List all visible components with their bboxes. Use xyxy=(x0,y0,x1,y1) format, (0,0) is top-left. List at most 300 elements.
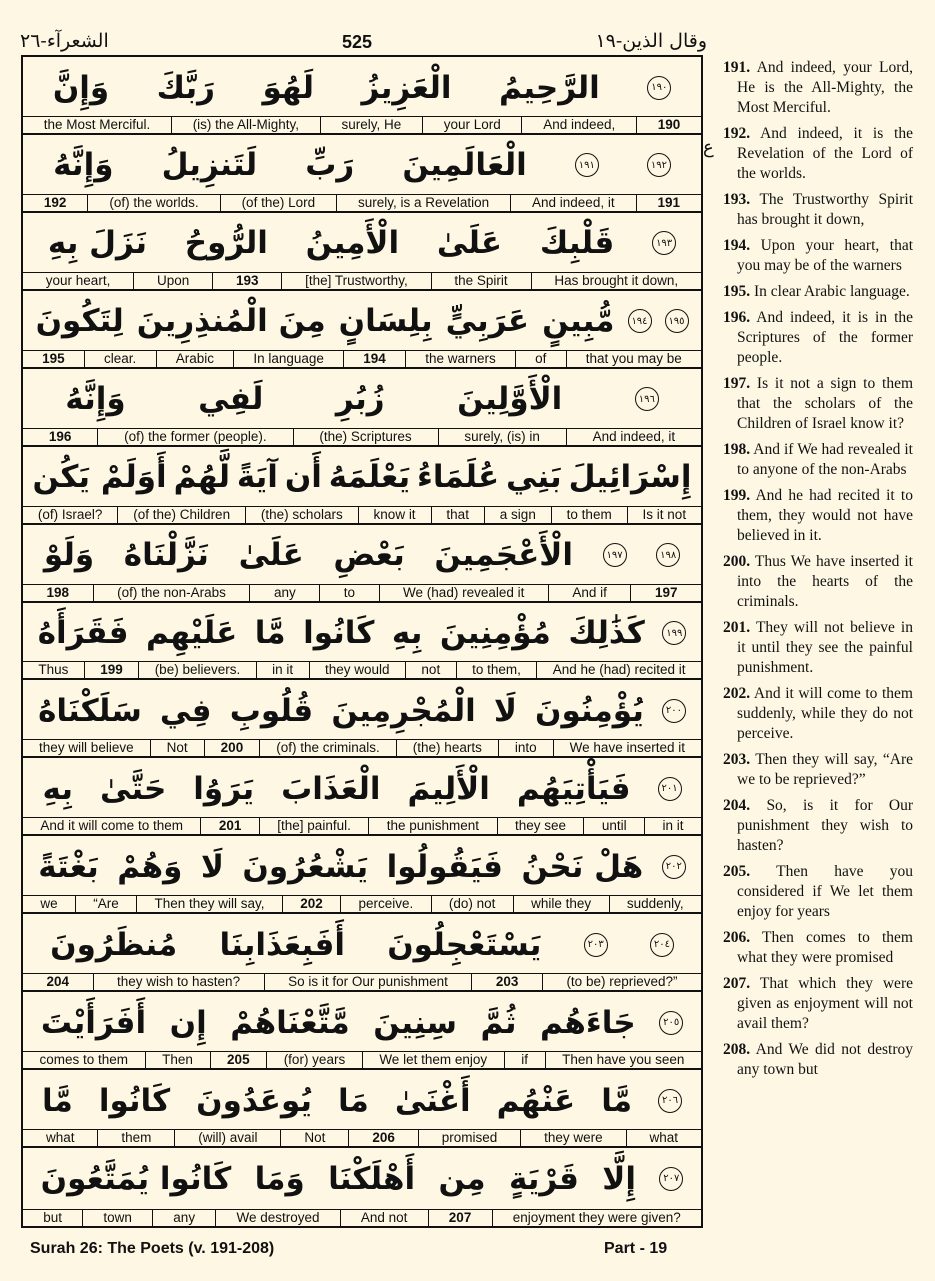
gloss-cell: (of) the criminals. xyxy=(259,740,396,756)
gloss-cell: clear. xyxy=(84,351,156,367)
gloss-cell: not xyxy=(405,662,456,678)
arabic-text-line xyxy=(23,680,701,741)
gloss-cell: the Most Merciful. xyxy=(43,116,151,132)
gloss-cell: Arabic xyxy=(156,351,234,367)
gloss-cell: your Lord xyxy=(422,117,522,133)
verse-row xyxy=(23,914,701,992)
verse-end-marker: ١٩٣ xyxy=(652,231,676,255)
arabic-word: مِنَ الْمُنذِرِينَ xyxy=(136,303,326,340)
verse-translation: And indeed, your Lord, He is the All-Mighty, the Most Merciful. xyxy=(737,59,913,116)
verse-end-marker: ٢٠٧ xyxy=(659,1167,683,1191)
arabic-word: كَانُوا xyxy=(98,1082,171,1119)
gloss-cell: the punishment xyxy=(368,818,496,834)
gloss-cell: And it will come to them xyxy=(40,818,183,834)
gloss-cell: [the] Trustworthy, xyxy=(281,273,430,289)
gloss-cell: to xyxy=(319,585,378,601)
arabic-word: فَقَرَأَهُ xyxy=(37,615,129,652)
arabic-word: بَنِي xyxy=(506,459,562,496)
gloss-cell: 193 xyxy=(212,273,281,289)
gloss-cell: 204 xyxy=(46,974,69,990)
gloss-cell: (will) avail xyxy=(174,1130,280,1146)
verse-number: 208. xyxy=(723,1041,751,1058)
gloss-cell: And not xyxy=(340,1210,428,1226)
translation-verse xyxy=(723,190,913,230)
translation-verse xyxy=(723,750,913,790)
arabic-word: لَا xyxy=(200,848,224,885)
verse-end-marker: ٢٠٢ xyxy=(662,855,686,879)
arabic-word: يَرَوُا xyxy=(193,770,255,807)
arabic-word: لَهُوَ xyxy=(262,69,315,106)
gloss-line xyxy=(23,739,701,756)
gloss-cell: promised xyxy=(418,1130,520,1146)
arabic-word: مَّتَّعْنَاهُمْ xyxy=(230,1004,350,1041)
gloss-cell: surely, He xyxy=(320,117,422,133)
verse-end-marker: ٢٠١ xyxy=(658,777,682,801)
translation-verse xyxy=(723,796,913,856)
gloss-cell: Then have you seen xyxy=(545,1052,701,1068)
gloss-cell: 190 xyxy=(636,117,701,133)
translation-verse xyxy=(723,236,913,276)
gloss-cell: Upon xyxy=(133,273,212,289)
arabic-word: جَاءَهُم xyxy=(540,1004,636,1041)
arabic-word: يُوعَدُونَ xyxy=(196,1082,313,1119)
verse-end-marker: ٢٠٣ xyxy=(584,933,608,957)
gloss-cell: Has brought it down, xyxy=(531,273,702,289)
gloss-cell: “Are xyxy=(75,896,136,912)
arabic-word: الْأَلِيمَ xyxy=(407,770,490,807)
arabic-word: وَهُمْ xyxy=(117,848,183,885)
surah-header-arabic: الشعرآء-٢٦ xyxy=(20,30,109,52)
gloss-cell: suddenly, xyxy=(609,896,701,912)
verse-end-marker: ١٩٥ xyxy=(665,309,689,333)
gloss-cell: So is it for Our punishment xyxy=(264,974,472,990)
gloss-cell: Then they will say, xyxy=(136,896,282,912)
verse-end-marker: ١٩٩ xyxy=(662,621,686,645)
gloss-line xyxy=(23,1051,701,1068)
gloss-cell: (of) the worlds. xyxy=(87,195,219,211)
arabic-word: وَإِنَّهُ xyxy=(65,381,126,418)
arabic-word: مِن xyxy=(438,1160,486,1197)
gloss-cell: perceive. xyxy=(340,896,430,912)
gloss-cell: that xyxy=(431,507,484,523)
translation-verse xyxy=(723,486,913,546)
gloss-line xyxy=(23,817,701,834)
gloss-cell: 191 xyxy=(636,195,701,211)
arabic-word: فَيَأْتِيَهُم xyxy=(516,770,631,807)
gloss-cell: And indeed, xyxy=(521,117,636,133)
arabic-word: الْأَمِينُ xyxy=(305,225,400,262)
verse-row xyxy=(23,758,701,836)
gloss-cell: town xyxy=(82,1210,152,1226)
gloss-cell: 207 xyxy=(428,1210,492,1226)
arabic-word: الرَّحِيمُ xyxy=(498,69,600,106)
arabic-word: يَشْعُرُونَ xyxy=(242,848,369,885)
gloss-cell: 206 xyxy=(348,1130,417,1146)
verse-row xyxy=(23,369,701,447)
gloss-cell: of xyxy=(515,351,566,367)
gloss-cell: enjoyment they were given? xyxy=(492,1210,701,1226)
arabic-text-line xyxy=(23,135,701,196)
verse-translation: The Trustworthy Spirit has brought it down, xyxy=(737,191,913,228)
verse-number: 196. xyxy=(723,309,751,326)
verse-number: 206. xyxy=(723,929,751,946)
arabic-word: فِي xyxy=(159,692,212,729)
arabic-word: مَّا xyxy=(42,1082,73,1119)
arabic-word: الرُّوحُ xyxy=(184,225,268,262)
arabic-word: كَانُوا يُمَتَّعُونَ xyxy=(40,1160,232,1197)
gloss-cell: we xyxy=(40,896,58,912)
gloss-cell: Is it not xyxy=(627,507,701,523)
arabic-text-line xyxy=(23,758,701,819)
gloss-cell: 197 xyxy=(630,585,701,601)
gloss-cell: (to be) reprieved?” xyxy=(542,974,701,990)
gloss-cell: if xyxy=(504,1052,545,1068)
gloss-cell: (of) the former (people). xyxy=(97,429,292,445)
arabic-word: نَزَلَ بِهِ xyxy=(47,225,147,262)
arabic-word: بَعْضِ xyxy=(333,537,405,574)
arabic-word: يَعْلَمَهُ xyxy=(328,459,411,496)
gloss-cell: 198 xyxy=(46,584,70,600)
verse-number: 194. xyxy=(723,237,751,254)
gloss-cell: in it xyxy=(256,662,309,678)
arabic-word: بِهِ xyxy=(42,770,73,807)
arabic-word: كَذَٰلِكَ xyxy=(568,615,645,652)
verse-translation: And We did not destroy any town but xyxy=(737,1041,913,1078)
arabic-word: كَانُوا xyxy=(303,615,375,652)
gloss-cell: We let them enjoy xyxy=(362,1052,504,1068)
part-footer: Part - 19 xyxy=(604,1240,668,1257)
gloss-line xyxy=(23,116,701,133)
translation-verse xyxy=(723,974,913,1034)
verse-translation: Thus We have inserted it into the hearts of the criminals. xyxy=(737,553,913,610)
verse-end-marker: ٢٠٦ xyxy=(658,1089,682,1113)
verse-number: 193. xyxy=(723,191,751,208)
translation-verse xyxy=(723,282,913,302)
gloss-line xyxy=(23,1209,701,1226)
verse-end-marker: ١٩٧ xyxy=(603,543,627,567)
gloss-cell: a sign xyxy=(484,507,551,523)
gloss-cell: (do) not xyxy=(431,896,513,912)
gloss-cell: to them, xyxy=(456,662,537,678)
verse-number: 197. xyxy=(723,375,751,392)
arabic-text-line xyxy=(23,525,701,586)
gloss-line xyxy=(23,428,701,445)
verse-number: 200. xyxy=(723,553,751,570)
verse-translation: And indeed, it is the Revelation of the Lord of the worlds. xyxy=(737,125,913,182)
gloss-cell: And indeed, it xyxy=(566,429,701,445)
gloss-cell: what xyxy=(626,1130,701,1146)
translation-verse xyxy=(723,862,913,922)
arabic-text-line xyxy=(23,291,701,352)
gloss-cell: We (had) revealed it xyxy=(379,585,548,601)
gloss-cell: 196 xyxy=(48,428,72,444)
arabic-text-line xyxy=(23,914,701,975)
arabic-word: وَإِنَّ xyxy=(52,69,110,106)
arabic-word: فَيَقُولُوا xyxy=(386,848,503,885)
gloss-cell: 203 xyxy=(471,974,542,990)
gloss-cell: they will believe xyxy=(39,740,134,756)
verse-end-marker: ١٩٢ xyxy=(647,153,671,177)
gloss-cell: know it xyxy=(358,507,431,523)
verse-row xyxy=(23,603,701,681)
gloss-cell: We destroyed xyxy=(215,1210,339,1226)
verse-end-marker: ١٩٠ xyxy=(647,76,671,100)
arabic-word: وَلَوْ xyxy=(43,537,95,574)
translation-verse xyxy=(723,1040,913,1080)
arabic-text-line xyxy=(23,213,701,274)
arabic-word: عُلَمَاءُ xyxy=(417,459,500,496)
arabic-word: أَن xyxy=(284,459,322,496)
gloss-line xyxy=(23,1129,701,1146)
arabic-word: عَلَيْهِم xyxy=(146,615,238,652)
gloss-cell: Not xyxy=(280,1130,348,1146)
arabic-word: رَبَّكَ xyxy=(156,69,215,106)
gloss-cell: 200 xyxy=(204,740,260,756)
gloss-cell: (of) Israel? xyxy=(37,506,103,522)
verse-end-marker: ٢٠٤ xyxy=(650,933,674,957)
arabic-word: رَبِّ xyxy=(305,147,355,184)
verse-end-marker: ١٩١ xyxy=(575,153,599,177)
gloss-line xyxy=(23,895,701,912)
gloss-cell: We have inserted it xyxy=(553,740,701,756)
verse-number: 195. xyxy=(723,283,751,300)
arabic-word: أَفَبِعَذَابِنَا xyxy=(219,926,345,963)
verse-row xyxy=(23,291,701,369)
surah-footer: Surah 26: The Poets (v. 191-208) xyxy=(30,1240,275,1257)
gloss-cell: 192 xyxy=(43,194,67,210)
gloss-cell: (the) scholars xyxy=(245,507,358,523)
verse-translation: Is it not a sign to them that the scholars of the Children of Israel know it? xyxy=(737,375,914,432)
arabic-word: زُبُرِ xyxy=(335,381,385,418)
arabic-word: بَغْتَةً xyxy=(38,848,99,885)
arabic-word: يُؤْمِنُونَ xyxy=(535,692,644,729)
verse-number: 191. xyxy=(723,59,751,76)
gloss-cell: Then xyxy=(145,1052,210,1068)
verse-translation: So, is it for Our punishment they wish to hasten? xyxy=(737,797,914,854)
gloss-line xyxy=(23,350,701,367)
gloss-cell: 201 xyxy=(200,818,258,834)
gloss-cell: And indeed, it xyxy=(510,195,635,211)
gloss-cell: that you may be xyxy=(566,351,701,367)
gloss-cell: to them xyxy=(551,507,627,523)
gloss-cell: 205 xyxy=(210,1052,267,1068)
verse-end-marker: ١٩٤ xyxy=(628,309,652,333)
verse-number: 199. xyxy=(723,487,751,504)
gloss-cell: they would xyxy=(309,662,405,678)
ruku-marker: ع xyxy=(703,137,714,158)
gloss-cell: 195 xyxy=(42,350,65,366)
translation-verse xyxy=(723,374,913,434)
verse-translation: In clear Arabic language. xyxy=(754,283,910,300)
gloss-cell: (the) Scriptures xyxy=(293,429,438,445)
gloss-cell: the Spirit xyxy=(431,273,531,289)
translation-verse xyxy=(723,58,913,118)
gloss-cell: 194 xyxy=(343,351,405,367)
gloss-cell: (the) hearts xyxy=(396,740,498,756)
verse-number: 205. xyxy=(723,863,751,880)
verse-number: 201. xyxy=(723,619,751,636)
page-number: 525 xyxy=(342,32,373,52)
arabic-word: يَسْتَعْجِلُونَ xyxy=(387,926,542,963)
verse-translation: And he had recited it to them, they would not have believed in it. xyxy=(737,487,913,544)
arabic-word: الْعَذَابَ xyxy=(281,770,381,807)
arabic-word: بِلِسَانٍ xyxy=(338,303,433,340)
translation-verse xyxy=(723,308,913,368)
gloss-cell: in it xyxy=(644,818,701,834)
arabic-word: الْأَوَّلِينَ xyxy=(457,381,563,418)
arabic-word: نَزَّلْنَاهُ xyxy=(123,537,209,574)
gloss-cell: (of the) Children xyxy=(117,507,245,523)
gloss-cell: they were xyxy=(520,1130,625,1146)
verse-end-marker: ١٩٦ xyxy=(635,387,659,411)
verse-row xyxy=(23,680,701,758)
verse-number: 192. xyxy=(723,125,751,142)
verse-row xyxy=(23,1148,701,1226)
arabic-word: الْعَزِيزُ xyxy=(361,69,452,106)
verse-translation: They will not believe in it until they see the painful punishment. xyxy=(737,619,913,676)
arabic-word: مَّا xyxy=(601,1082,633,1119)
gloss-cell: any xyxy=(249,585,319,601)
verse-end-marker: ١٩٨ xyxy=(656,543,680,567)
gloss-cell: (of) the non-Arabs xyxy=(93,585,250,601)
arabic-word: مُّبِينٍ xyxy=(542,303,615,340)
verse-row xyxy=(23,57,701,135)
arabic-word: لَّهُمْ xyxy=(173,459,230,496)
translation-column xyxy=(723,58,913,1086)
verse-row xyxy=(23,213,701,291)
arabic-word: إِلَّا xyxy=(602,1160,637,1197)
gloss-cell: [the] painful. xyxy=(259,818,368,834)
verse-translation: And indeed, it is in the Scriptures of the former people. xyxy=(737,309,914,366)
arabic-text-line xyxy=(23,57,701,118)
arabic-word: لَفِي xyxy=(198,381,264,418)
verse-translation: Then have you considered if We let them enjoy for years xyxy=(737,863,913,920)
arabic-word: لَتَنزِيلُ xyxy=(161,147,258,184)
arabic-word: أَغْنَىٰ xyxy=(394,1082,471,1119)
verse-end-marker: ٢٠٠ xyxy=(662,699,686,723)
gloss-cell: while they xyxy=(513,896,609,912)
arabic-word: وَإِنَّهُ xyxy=(53,147,114,184)
arabic-word: إِن xyxy=(169,1004,207,1041)
translation-verse xyxy=(723,684,913,744)
verse-row xyxy=(23,447,701,525)
gloss-cell: but xyxy=(43,1209,63,1225)
gloss-cell: (be) believers. xyxy=(138,662,255,678)
arabic-word: مُؤْمِنِينَ xyxy=(439,615,551,652)
gloss-line xyxy=(23,194,701,211)
arabic-word: قَرْيَةٍ xyxy=(508,1160,579,1197)
verse-translation: Then they will say, “Are we to be reprieved?” xyxy=(737,751,913,788)
arabic-word: لِتَكُونَ xyxy=(35,303,124,340)
arabic-word: مَّا xyxy=(254,615,286,652)
gloss-cell: they see xyxy=(497,818,584,834)
verse-row xyxy=(23,135,701,213)
arabic-word: قَلْبِكَ xyxy=(539,225,615,262)
arabic-word: أَهْلَكْنَا xyxy=(328,1160,416,1197)
arabic-text-line xyxy=(23,1070,701,1131)
gloss-line xyxy=(23,661,701,678)
arabic-word: أَوَلَمْ يَكُن xyxy=(32,459,167,496)
arabic-word: الْأَعْجَمِينَ xyxy=(434,537,573,574)
translation-verse xyxy=(723,928,913,968)
gloss-cell: (for) years xyxy=(266,1052,362,1068)
gloss-cell: they wish to hasten? xyxy=(93,974,264,990)
arabic-word: بِهِ xyxy=(391,615,423,652)
arabic-text-line xyxy=(23,369,701,430)
gloss-cell: any xyxy=(152,1210,215,1226)
arabic-word: عَلَىٰ xyxy=(436,225,503,262)
verse-row xyxy=(23,1070,701,1148)
arabic-text-line xyxy=(23,992,701,1053)
gloss-line xyxy=(23,506,701,523)
gloss-cell: 199 xyxy=(84,662,138,678)
verse-row xyxy=(23,992,701,1070)
verse-translation: And it will come to them suddenly, while they do not perceive. xyxy=(737,685,913,742)
verse-translation: That which they were given as enjoyment will not avail them? xyxy=(737,975,913,1032)
gloss-cell: into xyxy=(498,740,553,756)
verse-number: 203. xyxy=(723,751,751,768)
verse-number: 198. xyxy=(723,441,751,458)
verse-translation: Then comes to them what they were promised xyxy=(737,929,913,966)
arabic-word: ثُمَّ xyxy=(480,1004,517,1041)
translation-verse xyxy=(723,552,913,612)
gloss-cell: Not xyxy=(150,740,204,756)
gloss-cell: comes to them xyxy=(39,1052,129,1068)
arabic-text-line xyxy=(23,1148,701,1209)
gloss-cell: 202 xyxy=(282,896,340,912)
gloss-cell: And if xyxy=(548,585,631,601)
arabic-word: عَرَبِيٍّ xyxy=(445,303,530,340)
translation-verse xyxy=(723,440,913,480)
verse-row xyxy=(23,836,701,914)
gloss-cell: surely, (is) in xyxy=(438,429,566,445)
verse-number: 202. xyxy=(723,685,751,702)
arabic-word: سَلَكْنَاهُ xyxy=(38,692,142,729)
arabic-text-line xyxy=(23,603,701,664)
word-by-word-grid xyxy=(21,55,703,1228)
verse-row xyxy=(23,525,701,603)
arabic-word: عَنْهُم xyxy=(496,1082,576,1119)
gloss-cell: what xyxy=(45,1130,75,1146)
verse-translation: Upon your heart, that you may be of the warners xyxy=(737,237,914,274)
arabic-word: عَلَىٰ xyxy=(238,537,304,574)
gloss-line xyxy=(23,272,701,289)
arabic-word: لَا xyxy=(493,692,517,729)
gloss-line xyxy=(23,584,701,601)
gloss-cell: In language xyxy=(233,351,343,367)
gloss-line xyxy=(23,973,701,990)
gloss-cell: (of the) Lord xyxy=(220,195,336,211)
arabic-text-line xyxy=(23,836,701,897)
gloss-cell: (is) the All-Mighty, xyxy=(171,117,320,133)
arabic-word: آيَةً xyxy=(236,459,278,496)
arabic-word: الْمُجْرِمِينَ xyxy=(331,692,476,729)
arabic-word: الْعَالَمِينَ xyxy=(402,147,527,184)
arabic-word: إِسْرَائِيلَ xyxy=(568,459,692,496)
gloss-cell: surely, is a Revelation xyxy=(336,195,510,211)
arabic-word: وَمَا xyxy=(254,1160,305,1197)
juz-header-arabic: وقال الذين-١٩ xyxy=(595,30,707,52)
gloss-cell: them xyxy=(97,1130,174,1146)
verse-end-marker: ٢٠٥ xyxy=(659,1011,683,1035)
arabic-word: أَفَرَأَيْتَ xyxy=(40,1004,147,1041)
arabic-word: حَتَّىٰ xyxy=(99,770,167,807)
gloss-cell: And he (had) recited it xyxy=(536,662,701,678)
translation-verse xyxy=(723,618,913,678)
verse-number: 204. xyxy=(723,797,751,814)
arabic-word: مَا xyxy=(338,1082,369,1119)
translation-verse xyxy=(723,124,913,184)
